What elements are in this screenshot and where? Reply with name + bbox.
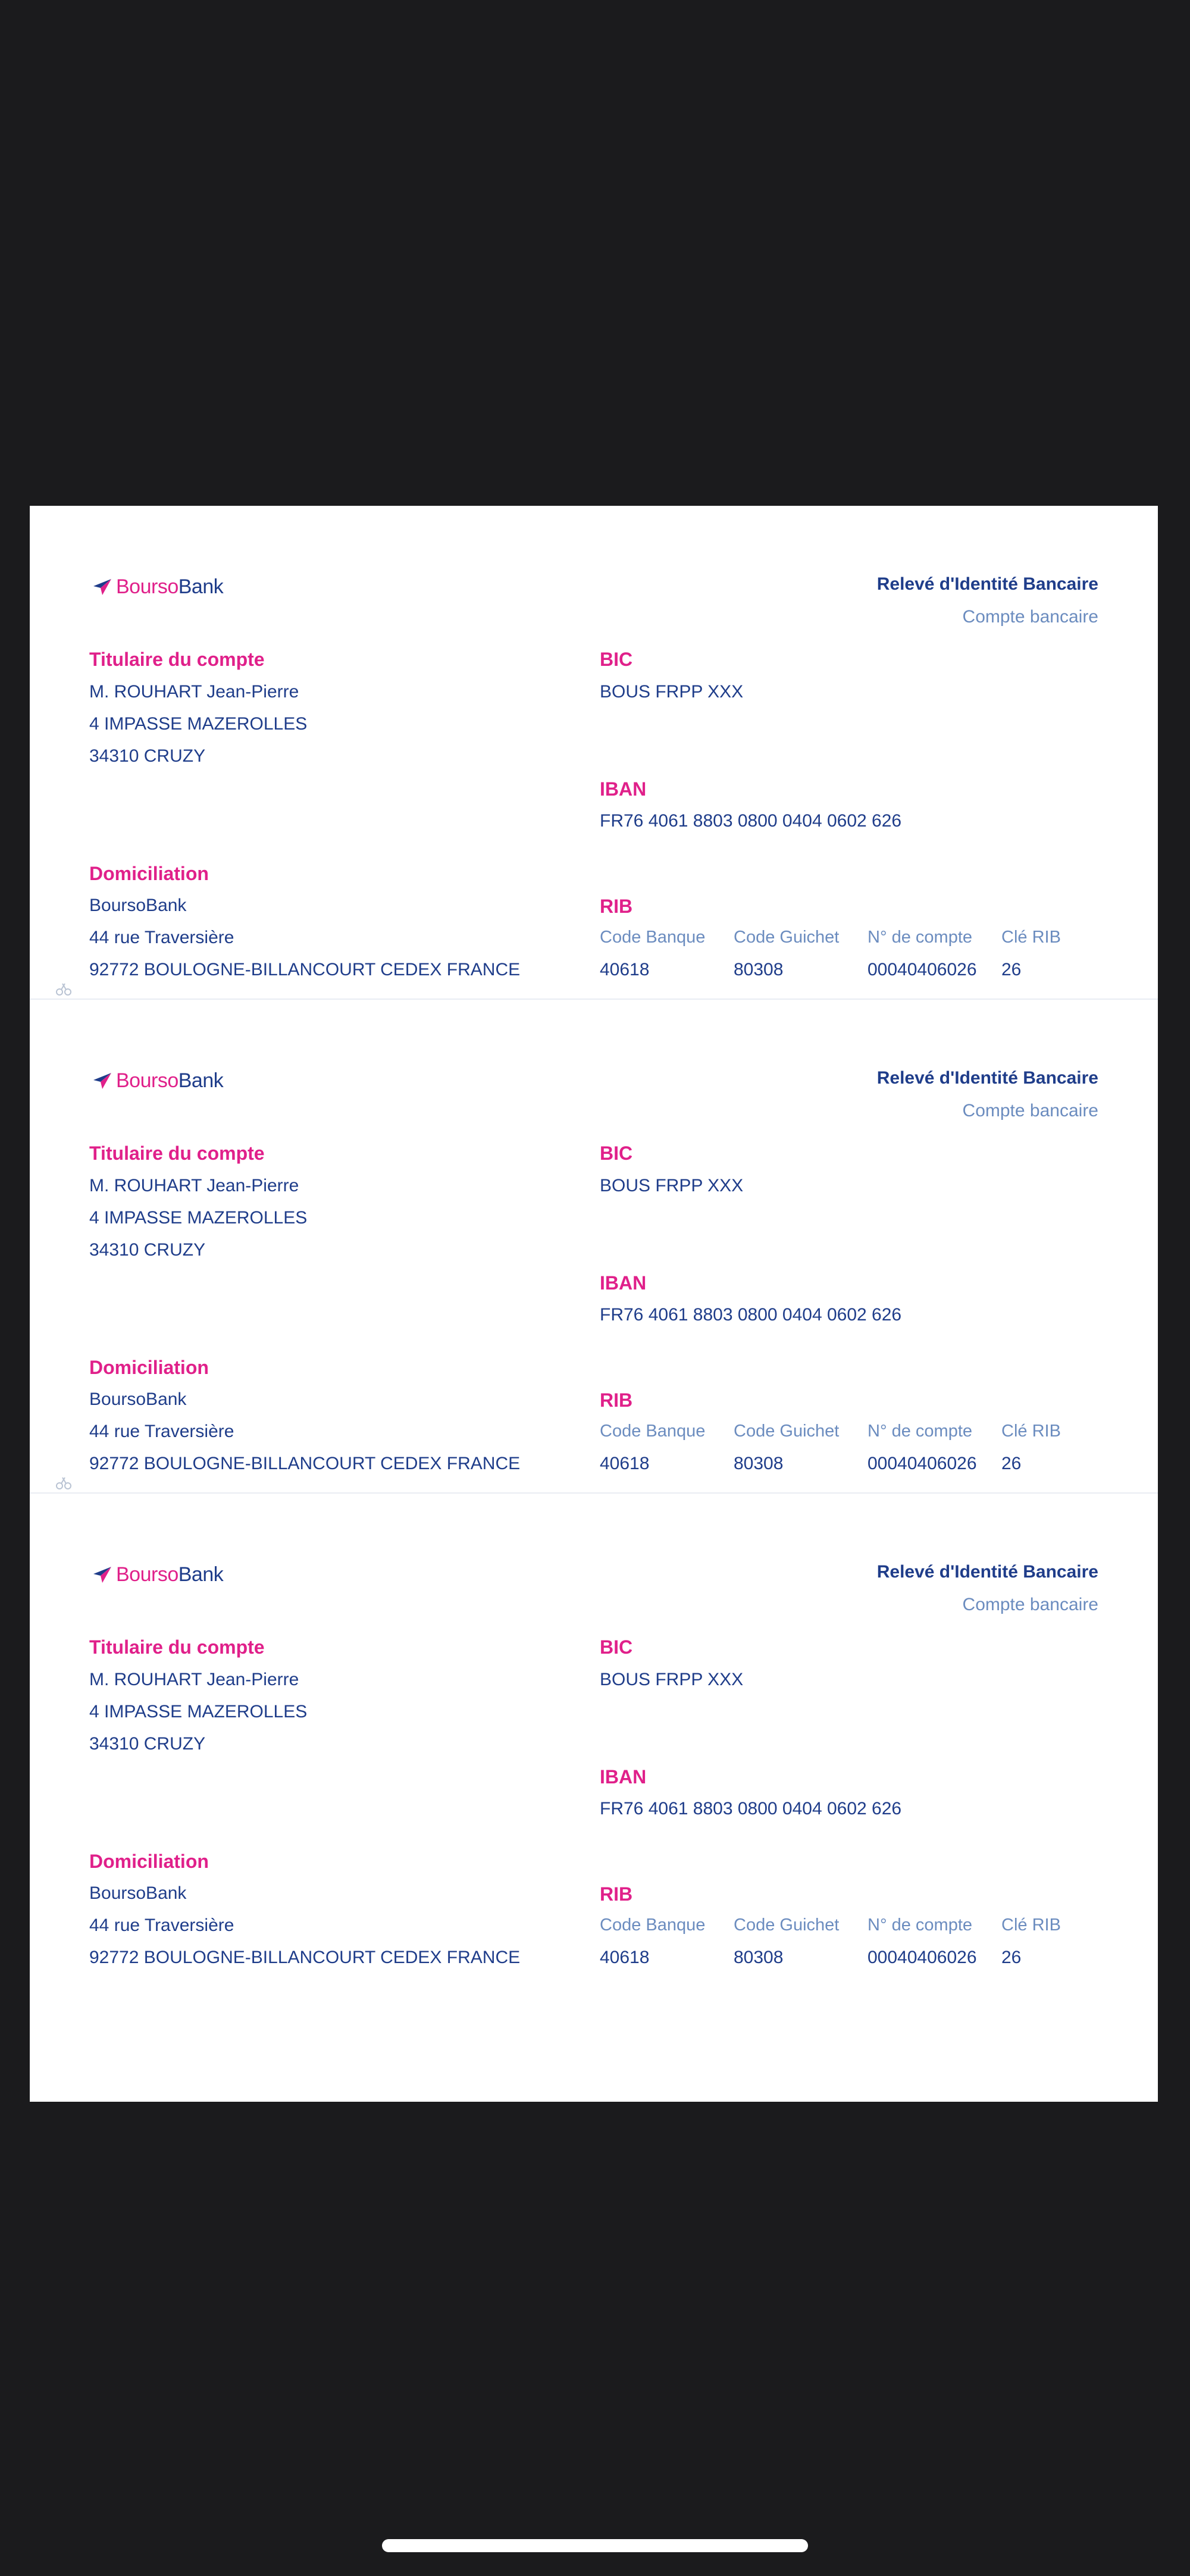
domiciliation-bank-name: BoursoBank xyxy=(89,896,187,915)
scissors-icon xyxy=(55,1477,79,1490)
logo-text: BoursoBank xyxy=(116,1069,224,1092)
document-subtitle: Compte bancaire xyxy=(962,1101,1098,1120)
rib-value-code-banque: 40618 xyxy=(600,960,650,979)
rib-value-numero-compte: 00040406026 xyxy=(868,1454,977,1473)
domiciliation-bank-name: BoursoBank xyxy=(89,1389,187,1409)
boursobank-logo xyxy=(92,572,223,601)
rib-header-numero-compte: N° de compte xyxy=(868,928,973,947)
rib-header-numero-compte: N° de compte xyxy=(868,1422,973,1441)
rib-value-cle-rib: 26 xyxy=(1001,960,1022,979)
rib-value-cle-rib: 26 xyxy=(1001,1948,1022,1967)
rib-header-cle-rib: Clé RIB xyxy=(1001,928,1061,947)
paper-plane-icon xyxy=(92,577,112,597)
domiciliation-address-line1: 44 rue Traversière xyxy=(89,928,234,947)
iban-label: IBAN xyxy=(600,1766,647,1788)
document-subtitle: Compte bancaire xyxy=(962,607,1098,627)
rib-label: RIB xyxy=(600,1883,633,1905)
rib-header-code-guichet: Code Guichet xyxy=(734,928,840,947)
rib-value-cle-rib: 26 xyxy=(1001,1454,1022,1473)
iban-label: IBAN xyxy=(600,1272,647,1294)
bic-label: BIC xyxy=(600,1143,633,1164)
holder-address-line1: 4 IMPASSE MAZEROLLES xyxy=(89,1702,308,1721)
iban-label: IBAN xyxy=(600,778,647,800)
iban-value: FR76 4061 8803 0800 0404 0602 626 xyxy=(600,1799,902,1818)
logo-text: BoursoBank xyxy=(116,575,224,598)
rib-header-cle-rib: Clé RIB xyxy=(1001,1915,1061,1935)
document-subtitle: Compte bancaire xyxy=(962,1595,1098,1614)
paper-plane-icon xyxy=(92,1564,112,1585)
rib-value-code-guichet: 80308 xyxy=(734,1948,784,1967)
rib-label: RIB xyxy=(600,896,633,917)
rib-value-code-guichet: 80308 xyxy=(734,960,784,979)
boursobank-logo xyxy=(92,1560,223,1589)
holder-label: Titulaire du compte xyxy=(89,649,265,670)
rib-header-code-banque: Code Banque xyxy=(600,1422,706,1441)
bic-value: BOUS FRPP XXX xyxy=(600,1176,744,1195)
boursobank-logo xyxy=(92,1066,223,1095)
bic-value: BOUS FRPP XXX xyxy=(600,682,744,702)
rib-header-code-guichet: Code Guichet xyxy=(734,1422,840,1441)
rib-section xyxy=(30,506,1158,1000)
domiciliation-address-line2: 92772 BOULOGNE-BILLANCOURT CEDEX FRANCE xyxy=(89,1454,521,1473)
home-indicator[interactable] xyxy=(382,2539,808,2552)
rib-value-numero-compte: 00040406026 xyxy=(868,960,977,979)
rib-label: RIB xyxy=(600,1389,633,1411)
rib-section xyxy=(30,1000,1158,1494)
rib-header-numero-compte: N° de compte xyxy=(868,1915,973,1935)
rib-value-code-guichet: 80308 xyxy=(734,1454,784,1473)
rib-header-code-banque: Code Banque xyxy=(600,928,706,947)
holder-address-line2: 34310 CRUZY xyxy=(89,1240,206,1260)
rib-header-code-guichet: Code Guichet xyxy=(734,1915,840,1935)
domiciliation-label: Domiciliation xyxy=(89,863,209,884)
iban-value: FR76 4061 8803 0800 0404 0602 626 xyxy=(600,811,902,831)
holder-label: Titulaire du compte xyxy=(89,1143,265,1164)
document-title: Relevé d'Identité Bancaire xyxy=(876,574,1098,594)
logo-text: BoursoBank xyxy=(116,1563,224,1586)
paper-plane-icon xyxy=(92,1071,112,1091)
rib-header-cle-rib: Clé RIB xyxy=(1001,1422,1061,1441)
document-title: Relevé d'Identité Bancaire xyxy=(876,1562,1098,1582)
domiciliation-address-line1: 44 rue Traversière xyxy=(89,1915,234,1935)
holder-name: M. ROUHART Jean-Pierre xyxy=(89,682,299,702)
holder-address-line1: 4 IMPASSE MAZEROLLES xyxy=(89,714,308,734)
rib-section xyxy=(30,1494,1158,1987)
domiciliation-address-line2: 92772 BOULOGNE-BILLANCOURT CEDEX FRANCE xyxy=(89,1948,521,1967)
rib-value-numero-compte: 00040406026 xyxy=(868,1948,977,1967)
rib-value-code-banque: 40618 xyxy=(600,1948,650,1967)
domiciliation-bank-name: BoursoBank xyxy=(89,1883,187,1903)
scissors-icon xyxy=(55,983,79,996)
holder-name: M. ROUHART Jean-Pierre xyxy=(89,1670,299,1689)
document-title: Relevé d'Identité Bancaire xyxy=(876,1068,1098,1088)
domiciliation-label: Domiciliation xyxy=(89,1851,209,1872)
bic-label: BIC xyxy=(600,1636,633,1658)
holder-address-line1: 4 IMPASSE MAZEROLLES xyxy=(89,1208,308,1228)
bic-value: BOUS FRPP XXX xyxy=(600,1670,744,1689)
holder-name: M. ROUHART Jean-Pierre xyxy=(89,1176,299,1195)
bic-label: BIC xyxy=(600,649,633,670)
rib-value-code-banque: 40618 xyxy=(600,1454,650,1473)
domiciliation-label: Domiciliation xyxy=(89,1357,209,1378)
domiciliation-address-line2: 92772 BOULOGNE-BILLANCOURT CEDEX FRANCE xyxy=(89,960,521,979)
holder-address-line2: 34310 CRUZY xyxy=(89,1734,206,1754)
holder-address-line2: 34310 CRUZY xyxy=(89,746,206,766)
holder-label: Titulaire du compte xyxy=(89,1636,265,1658)
iban-value: FR76 4061 8803 0800 0404 0602 626 xyxy=(600,1305,902,1325)
rib-header-code-banque: Code Banque xyxy=(600,1915,706,1935)
rib-document xyxy=(30,506,1158,2102)
domiciliation-address-line1: 44 rue Traversière xyxy=(89,1422,234,1441)
